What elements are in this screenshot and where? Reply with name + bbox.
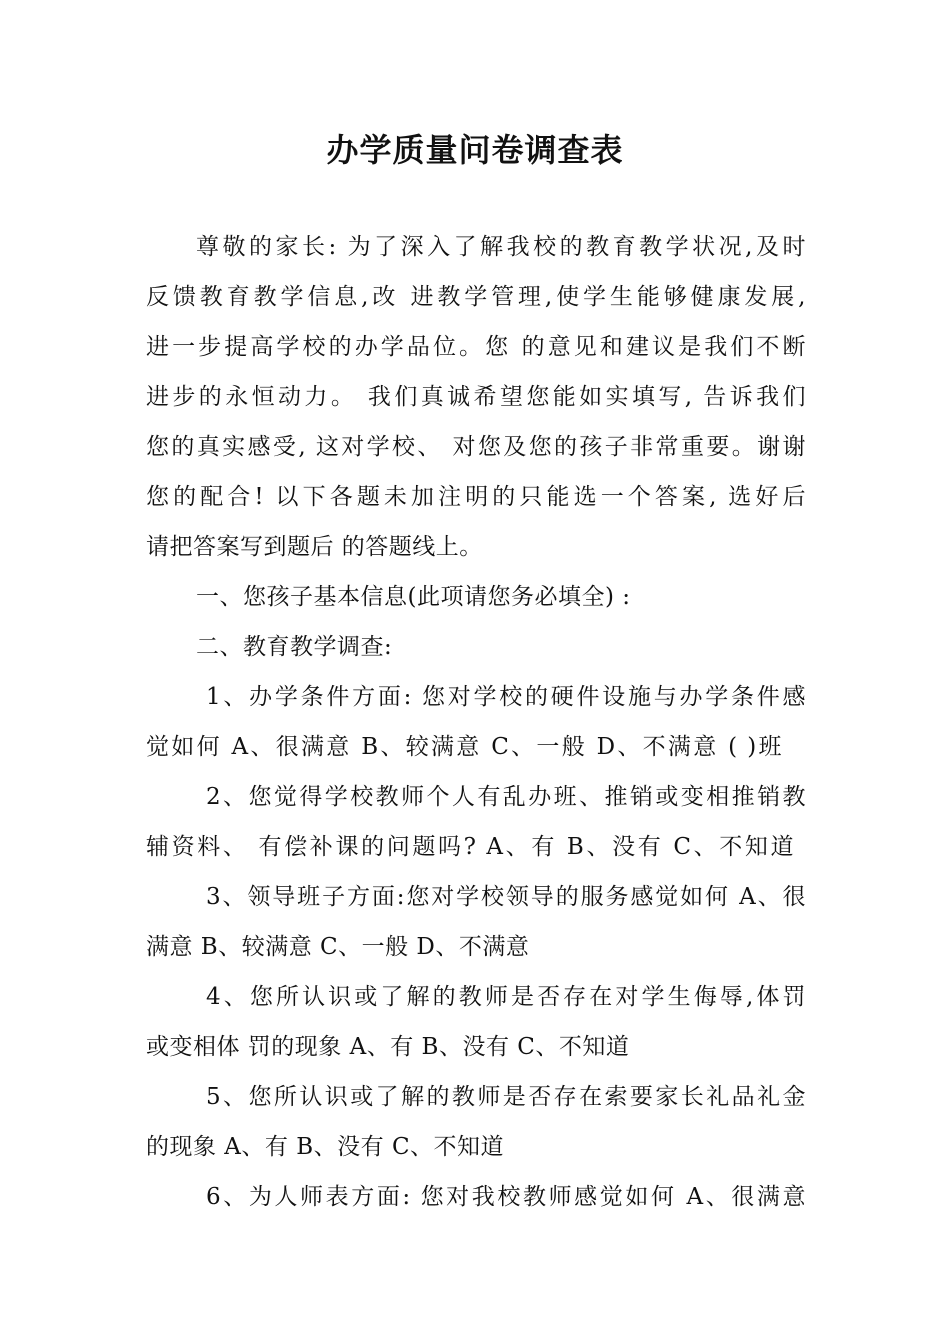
question-5-line-2: 的现象 A、有 B、没有 C、不知道 [146, 1134, 505, 1160]
question-3-line-2: 满意 B、较满意 C、一般 D、不满意 [146, 934, 530, 960]
intro-line-5: 您的真实感受, 这对学校、 对您及您的孩子非常重要。谢谢 [146, 434, 806, 460]
question-2-line-1: 2、您觉得学校教师个人有乱办班、推销或变相推销教 [206, 784, 806, 810]
question-1-line-1: 1、办学条件方面: 您对学校的硬件设施与办学条件感 [206, 684, 806, 710]
intro-line-1: 尊敬的家长: 为了深入了解我校的教育教学状况,及时 [196, 234, 806, 260]
question-1-line-2: 觉如何 A、很满意 B、较满意 C、一般 D、不满意 ( )班 [146, 734, 782, 760]
section-heading-2: 二、教育教学调查: [196, 634, 393, 660]
question-2-line-2: 辅资料、 有偿补课的问题吗? A、有 B、没有 C、不知道 [146, 834, 794, 860]
intro-line-3: 进一步提高学校的办学品位。您 的意见和建议是我们不断 [146, 334, 806, 360]
intro-line-2: 反馈教育教学信息,改 进教学管理,使学生能够健康发展, [146, 284, 806, 310]
intro-line-4: 进步的永恒动力。 我们真诚希望您能如实填写, 告诉我们 [146, 384, 806, 410]
intro-line-7: 请把答案写到题后 的答题线上。 [146, 534, 483, 560]
question-5-line-1: 5、您所认识或了解的教师是否存在索要家长礼品礼金 [206, 1084, 806, 1110]
section-heading-1: 一、您孩子基本信息(此项请您务必填全) : [196, 584, 631, 610]
question-6-line-1: 6、为人师表方面: 您对我校教师感觉如何 A、很满意 [206, 1184, 806, 1210]
question-4-line-1: 4、您所认识或了解的教师是否存在对学生侮辱,体罚 [206, 984, 806, 1010]
question-4-line-2: 或变相体 罚的现象 A、有 B、没有 C、不知道 [146, 1034, 630, 1060]
page-title: 办学质量问卷调查表 [326, 131, 624, 169]
question-3-line-1: 3、领导班子方面:您对学校领导的服务感觉如何 A、很 [206, 884, 806, 910]
intro-line-6: 您的配合! 以下各题未加注明的只能选一个答案, 选好后 [146, 484, 806, 510]
